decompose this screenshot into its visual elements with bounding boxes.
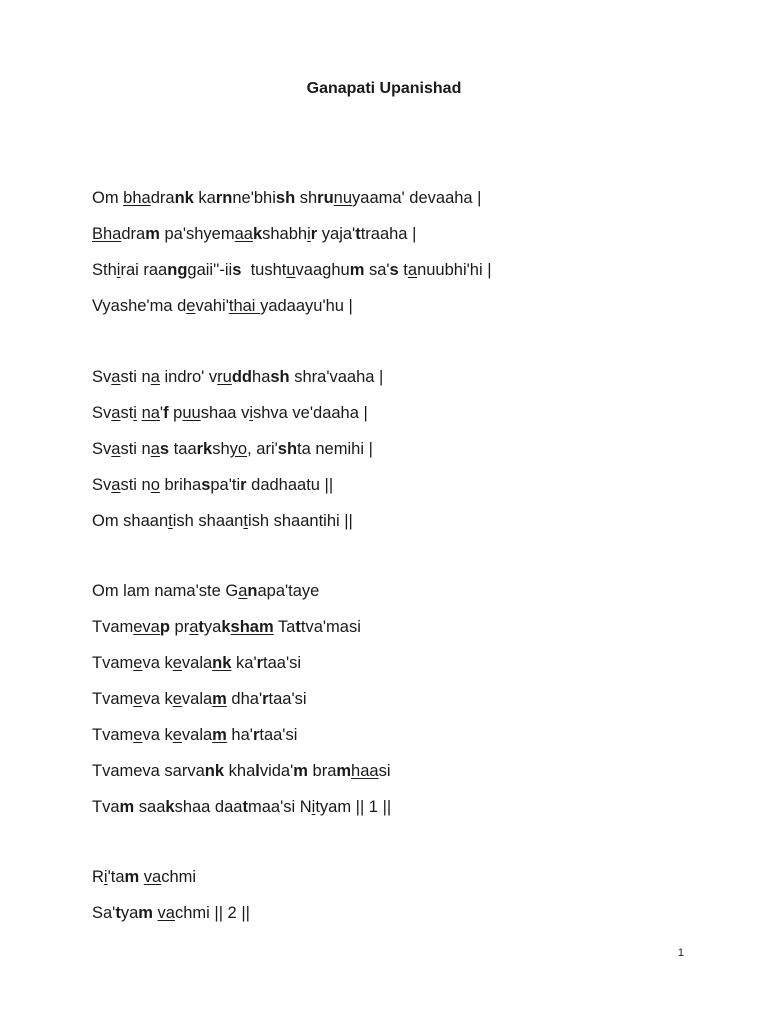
verse-segment: dha' <box>226 690 263 708</box>
verse-segment: Sth <box>92 261 117 279</box>
verse-segment: ' <box>159 404 164 422</box>
verse-line <box>92 223 732 245</box>
verse-segment: m <box>119 798 135 816</box>
document-title: Ganapati Upanishad <box>306 80 462 97</box>
verse-segment: a <box>238 582 248 600</box>
verse-segment: pr <box>169 618 190 636</box>
verse-segment: aa <box>234 225 253 243</box>
verse-segment: k <box>252 225 263 243</box>
verse-segment: chmi || 2 || <box>174 904 250 922</box>
verse-segment: Om <box>92 189 124 207</box>
verse-segment: yaja' <box>317 225 356 243</box>
verse-segment: Sv <box>92 404 112 422</box>
verse-segment: Tvam <box>92 726 134 744</box>
verse-segment: tusht <box>241 261 287 279</box>
verse-line <box>92 438 732 460</box>
verse-line <box>92 688 732 710</box>
verse-line <box>92 652 732 674</box>
verse-segment: t <box>198 618 204 636</box>
verse-segment <box>212 654 231 672</box>
verse-segment: taa'si <box>268 690 307 708</box>
verse-segment: Sv <box>92 440 112 458</box>
verse-segment: a <box>111 404 121 422</box>
verse-segment: ka <box>193 189 216 207</box>
verse-segment: t <box>242 798 248 816</box>
verse-segment: vala <box>181 690 213 708</box>
verse-segment: ru <box>217 368 232 386</box>
verse-line <box>92 902 732 924</box>
verse-line <box>92 366 732 388</box>
verse-line <box>92 259 732 281</box>
verse-segment: sham <box>230 618 274 636</box>
verse-segment: r <box>256 654 264 672</box>
verse-segment: f <box>163 404 169 422</box>
verse-segment: a <box>407 261 418 279</box>
verse-segment: r <box>240 476 247 494</box>
verse-segment: sti n <box>120 368 151 386</box>
verse-segment: taa'si <box>259 726 298 744</box>
verse-segment: taa <box>169 440 197 458</box>
verse-segment: gaii''-ii <box>187 261 233 279</box>
verse-line <box>92 866 732 888</box>
verse-segment: rai raa <box>120 261 168 279</box>
verse-segment: m <box>212 726 227 744</box>
verse-segment: o <box>150 476 160 494</box>
verse-segment: ish shaantihi || <box>247 512 353 530</box>
verse-segment: briha <box>159 476 202 494</box>
verse-segment: e <box>172 690 182 708</box>
verse-segment: ha <box>252 368 271 386</box>
verse-segment: l <box>255 762 260 780</box>
verse-segment: tva'masi <box>300 618 361 636</box>
verse-segment: ta nemihi | <box>297 440 373 458</box>
verse-segment: ng <box>167 261 188 279</box>
verse-segment: sh <box>212 440 230 458</box>
verse-segment: n <box>222 189 233 207</box>
verse-segment: i <box>116 261 121 279</box>
verse-segment: thai <box>228 297 261 315</box>
verse-segment: haa <box>351 762 379 780</box>
verse-segment: si <box>378 762 391 780</box>
verse-segment: s <box>232 261 242 279</box>
verse-segment: m <box>145 225 160 243</box>
verse-segment: nk <box>174 189 194 207</box>
verse-segment: m <box>293 762 308 780</box>
verse-segment: st <box>120 404 134 422</box>
verse-segment: yadaayu'hu | <box>260 297 353 315</box>
verse-segment: shva ve'daaha | <box>253 404 368 422</box>
verse-segment: k <box>221 618 231 636</box>
verse-segment: e <box>133 690 143 708</box>
verse-segment: , ari' <box>247 440 278 458</box>
verse-segment: vala <box>181 654 213 672</box>
verse-segment: a <box>111 476 121 494</box>
verse-segment: t <box>243 512 248 530</box>
verse-segment <box>212 690 227 708</box>
verse-segment: sh <box>295 189 318 207</box>
verse-segment: sh <box>275 189 296 207</box>
verse-segment: n <box>247 582 258 600</box>
verse-segment: dra <box>150 189 175 207</box>
verse-segment: pa'shyem <box>159 225 235 243</box>
verse-segment: a <box>111 368 121 386</box>
verse-segment: a <box>189 618 199 636</box>
verse-segment: e <box>172 654 182 672</box>
verse-segment: pa'ti <box>210 476 241 494</box>
verse-segment: bha <box>123 189 151 207</box>
verse-segment: r <box>215 189 223 207</box>
verse-segment: chmi <box>161 868 197 886</box>
verse-segment: yo <box>229 440 248 458</box>
verse-segment: ya <box>120 904 139 922</box>
verse-segment: va <box>143 868 162 886</box>
verse-segment: vahi' <box>195 297 229 315</box>
verse-segment: R <box>92 868 104 886</box>
verse-segment: vaaghu <box>295 261 350 279</box>
verse-segment: r <box>310 225 318 243</box>
verse-segment: bra <box>307 762 337 780</box>
verse-segment: a <box>150 368 160 386</box>
verse-segment: sti n <box>120 440 151 458</box>
verse-segment: shaa daa <box>174 798 243 816</box>
verse-segment: ish shaan <box>172 512 244 530</box>
verse-segment: Tvam <box>92 618 134 636</box>
verse-segment: t <box>295 618 301 636</box>
verse-segment: na <box>141 404 160 422</box>
verse-segment: ne'bhi <box>232 189 276 207</box>
verse-segment: kha <box>224 762 256 780</box>
verse-segment: e <box>172 726 182 744</box>
verse-segment: Vyashe'ma d <box>92 297 187 315</box>
verse-segment: s <box>159 440 170 458</box>
verse-segment: dd <box>231 368 253 386</box>
verse-segment: u <box>286 261 296 279</box>
verse-segment: s <box>389 261 399 279</box>
verse-segment: ru <box>317 189 334 207</box>
verse-segment: nk <box>212 654 232 672</box>
verse-segment: indro' v <box>159 368 218 386</box>
verse-segment: Sv <box>92 368 112 386</box>
verse-segment: m <box>124 868 140 886</box>
verse-segment: va k <box>142 690 173 708</box>
verse-segment: i <box>133 404 137 422</box>
verse-line <box>92 295 732 317</box>
verse-line <box>92 402 732 424</box>
verse-segment: vida' <box>259 762 294 780</box>
verse-line <box>92 724 732 746</box>
verse-segment: t <box>355 225 361 243</box>
verse-line <box>92 796 732 818</box>
verse-segment: k <box>165 798 175 816</box>
verse-segment: p <box>159 618 170 636</box>
verse-segment: Tvam <box>92 654 134 672</box>
verse-segment: tyam || 1 || <box>315 798 392 816</box>
verse-segment: m <box>212 690 227 708</box>
verse-segment: Sa' <box>92 904 116 922</box>
verse-segment: t <box>168 512 173 530</box>
verse-segment: a <box>150 440 160 458</box>
verse-segment: saa <box>134 798 166 816</box>
verse-segment: sh <box>270 368 290 386</box>
verse-segment: shra'vaaha | <box>289 368 384 386</box>
verse-segment: Sv <box>92 476 112 494</box>
page-number: 1 <box>677 947 684 959</box>
verse-segment: Om shaan <box>92 512 169 530</box>
verse-segment: m <box>336 762 352 780</box>
verse-segment: nu <box>333 189 353 207</box>
verse-segment: Tva <box>92 798 120 816</box>
verse-segment: i <box>311 798 316 816</box>
verse-segment: ka' <box>231 654 257 672</box>
verse-segment: i <box>249 404 253 422</box>
verse-segment: i <box>103 868 108 886</box>
verse-segment: maa'si N <box>247 798 312 816</box>
verse-segment: a <box>111 440 121 458</box>
verse-segment: apa'taye <box>257 582 320 600</box>
verse-segment: ya <box>203 618 222 636</box>
verse-segment: p <box>168 404 183 422</box>
verse-segment: traaha | <box>360 225 417 243</box>
verse-segment <box>231 618 274 636</box>
verse-segment: dra <box>121 225 146 243</box>
verse-segment: m <box>138 904 153 922</box>
verse-segment: va <box>157 904 175 922</box>
verse-segment: Ta <box>273 618 296 636</box>
verse-segment: s <box>201 476 211 494</box>
verse-segment: Tvameva sarva <box>92 762 205 780</box>
verse-segment: va k <box>142 654 173 672</box>
verse-segment: Bha <box>92 225 122 243</box>
verse-segment: t <box>115 904 121 922</box>
verse-segment: Tvam <box>92 690 134 708</box>
verse-line <box>92 760 732 782</box>
verse-segment: sti n <box>120 476 151 494</box>
verse-segment: e <box>133 726 143 744</box>
verse-segment: yaama' devaaha | <box>352 189 482 207</box>
verse-line <box>92 580 732 602</box>
verse-segment: e <box>186 297 196 315</box>
verse-line <box>92 616 732 638</box>
verse-segment: Om lam nama'ste G <box>92 582 239 600</box>
verse-segment: va k <box>142 726 173 744</box>
verse-segment: nuubhi'hi | <box>417 261 492 279</box>
verse-segment: r <box>262 690 269 708</box>
verse-line <box>92 187 732 209</box>
verse-segment: e <box>133 654 143 672</box>
verse-segment: sh <box>277 440 298 458</box>
verse-segment: i <box>307 225 311 243</box>
verse-segment: nk <box>204 762 225 780</box>
verse-segment: shabh <box>262 225 308 243</box>
verse-line <box>92 474 732 496</box>
verse-segment: taa'si <box>263 654 302 672</box>
verse-segment: r <box>252 726 260 744</box>
verse-segment <box>212 726 227 744</box>
verse-segment: 'ta <box>107 868 125 886</box>
verse-segment: vala <box>181 726 213 744</box>
verse-segment: uu <box>182 404 201 422</box>
verse-segment: rk <box>196 440 213 458</box>
verse-segment: shaa v <box>200 404 250 422</box>
verse-segment: ha' <box>226 726 253 744</box>
verse-segment: sa' <box>364 261 390 279</box>
verse-segment: t <box>398 261 408 279</box>
verse-segment: eva <box>133 618 160 636</box>
verse-segment: m <box>349 261 365 279</box>
verse-segment: dadhaatu || <box>246 476 334 494</box>
verse-line <box>92 510 732 532</box>
